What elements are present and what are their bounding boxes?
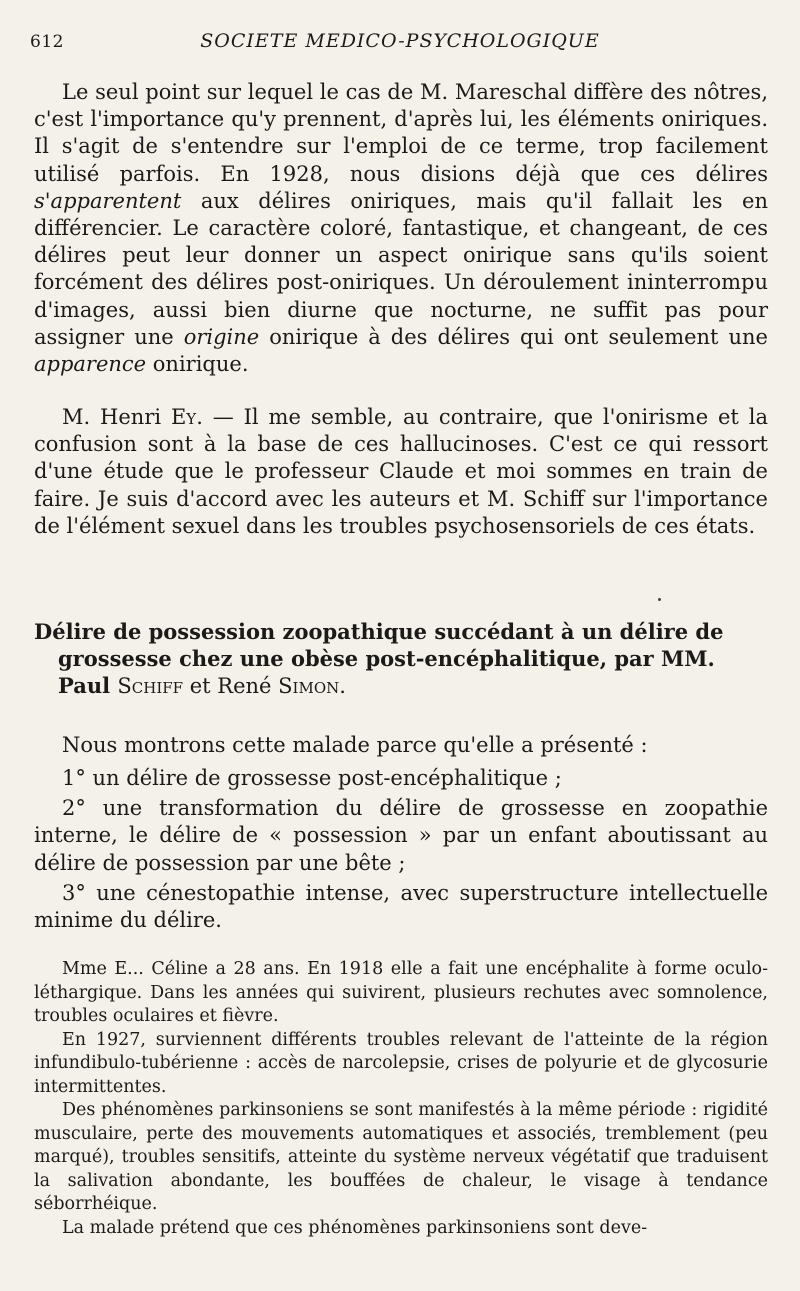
page-header: [0, 28, 800, 58]
italic-term: apparence: [34, 352, 147, 377]
section-title: [34, 618, 768, 701]
text-run: onirique.: [146, 352, 249, 377]
list-item: 2° une transformation du délire de grossesse en zoopathie interne, le délire de « possession » par un enfant aboutissant au délire de possession par une bête ;: [34, 796, 768, 875]
list-item: 3° une cénestopathie intense, avec superstructure intellectuelle minime du délire.: [34, 880, 768, 933]
paragraph-text: [34, 79, 768, 378]
case-paragraph: La malade prétend que ces phénomènes parkinsoniens sont deve-: [62, 1217, 648, 1238]
author-name: Simon: [278, 674, 340, 699]
title-text: Délire de possession zoopathique succédant à un délire de grossesse chez une obèse post-encéphalitique, par MM. Paul: [34, 619, 724, 699]
paragraph-text: [34, 404, 768, 540]
numbered-list: [34, 765, 768, 934]
text-run: onirique à des délires qui ont seulement une: [259, 324, 768, 349]
text-run: Le seul point sur lequel le cas de M. Mareschal diffère des nôtres, c'est l'importance qu'y prennent, d'après lui, les éléments oniriques. Il s'agit de s'entendre sur l'emploi de ce terme, trop facilement utilisé parfois. En 1928, nous disions déjà que ces délires: [34, 80, 768, 186]
case-report: [34, 958, 768, 1240]
case-paragraph: Mme E... Céline a 28 ans. En 1918 elle a fait une encéphalite à forme oculo-léthargique. Dans les années qui suivirent, plusieurs rechutes avec somnolence, troubles oculaires et fièvre.: [34, 959, 768, 1026]
stray-mark: [658, 598, 661, 601]
running-title: SOCIETE MEDICO-PSYCHOLOGIQUE: [200, 30, 600, 52]
list-item: 1° un délire de grossesse post-encéphalitique ;: [62, 766, 562, 790]
italic-term: origine: [183, 324, 260, 349]
intro-block: [34, 732, 768, 759]
paragraph-ey: [34, 404, 768, 540]
page-number: 612: [30, 32, 64, 52]
section-title-text: [34, 618, 768, 701]
italic-term: s'apparentent: [34, 188, 182, 213]
case-paragraph: Des phénomènes parkinsoniens se sont manifestés à la même période : rigidité musculaire, perte des mouvements automatiques et associés, tremblement (peu marqué), troubles sensitifs, atteinte du système nerveux végétatif que traduisent la salivation abondante, les bouffées de chaleur, le visage à tendance séborrhéique.: [34, 1100, 768, 1214]
speaker-name: Ey: [170, 405, 197, 429]
author-name: Schiff: [117, 674, 184, 699]
intro-text: Nous montrons cette malade parce qu'elle a présenté :: [62, 733, 648, 757]
title-text: .: [339, 674, 346, 699]
text-run: . — Il me semble, au contraire, que l'onirisme et la confusion sont à la base de ces hallucinoses. C'est ce qui ressort d'une étude que le professeur Claude et moi sommes en train de faire. Je suis d'accord avec les auteurs et M. Schiff sur l'importance de l'élément sexuel dans les troubles psychosensoriels de ces états.: [34, 405, 768, 538]
case-paragraph: En 1927, surviennent différents troubles relevant de l'atteinte de la région infundibulo-tubérienne : accès de narcolepsie, crises de polyurie et de glycosurie intermittentes.: [34, 1029, 768, 1097]
paragraph-mareschal: [34, 79, 768, 378]
speaker-prefix: M. Henri: [62, 405, 171, 429]
text-run: aux délires oniriques, mais qu'il fallait les en différencier. Le caractère coloré, fantastique, et changeant, de ces délires peut leur donner un aspect onirique sans qu'ils soient forcément des délires post-oniriques. Un déroulement ininterrompu d'images, aussi bien diurne que nocturne, ne suffit pas pour assigner une: [34, 188, 768, 349]
title-text: et René: [183, 674, 279, 699]
